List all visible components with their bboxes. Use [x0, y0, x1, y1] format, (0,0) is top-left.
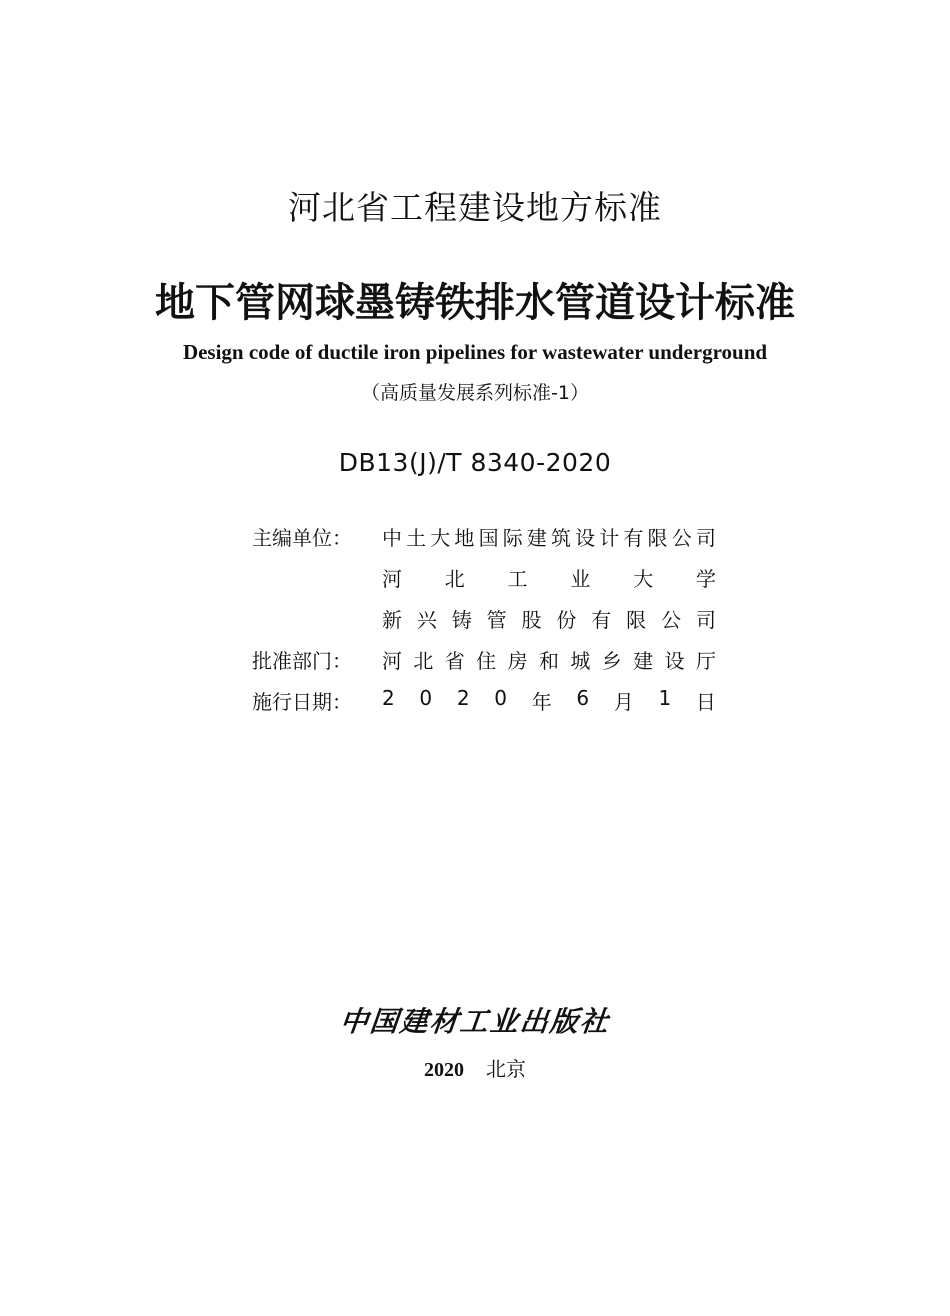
- publication-year: 2020: [424, 1059, 464, 1081]
- info-value-char: 地: [454, 526, 475, 550]
- publication-city: 北京: [486, 1057, 526, 1081]
- info-value-char: 6: [576, 686, 590, 710]
- info-value-char: 河: [382, 567, 402, 591]
- info-value-char: 2: [456, 686, 470, 710]
- info-block: [252, 516, 722, 721]
- info-value-char: 土: [406, 526, 427, 550]
- info-value-char: 中: [382, 526, 402, 550]
- publisher-logo-text: 中国建材工业出版社: [338, 1005, 612, 1038]
- info-value-char: 股: [521, 608, 542, 632]
- document-title-chinese: 地下管网球墨铸铁排水管道设计标准: [155, 279, 795, 326]
- info-value-char: 年: [531, 690, 552, 714]
- info-value-char: 学: [695, 567, 716, 591]
- info-label: 批准部门：: [252, 649, 352, 673]
- info-value-char: 日: [695, 690, 716, 714]
- info-value-char: 业: [570, 567, 591, 591]
- info-value-char: 司: [695, 526, 716, 550]
- info-value-char: 限: [647, 526, 668, 550]
- info-value-char: 计: [599, 526, 620, 550]
- info-value-char: 有: [591, 608, 612, 632]
- info-value-char: 工: [507, 567, 528, 591]
- info-value-char: 建: [633, 649, 654, 673]
- info-label: 施行日期：: [252, 690, 352, 714]
- info-value-char: 房: [507, 649, 528, 673]
- info-value-char: 0: [494, 686, 507, 710]
- document-subtitle: （高质量发展系列标准-1）: [361, 382, 589, 404]
- publication-line: [0, 1053, 950, 1086]
- info-row-effective-date: [252, 680, 722, 721]
- info-value-char: 新: [382, 608, 402, 632]
- info-value-char: 省: [444, 649, 465, 673]
- info-value-char: 0: [419, 686, 433, 710]
- info-row-chief-editor: [252, 516, 722, 557]
- info-value-char: 大: [633, 567, 654, 591]
- standard-series: 河北省工程建设地方标准: [288, 188, 662, 227]
- info-value-char: 1: [658, 686, 672, 710]
- info-value-char: 住: [476, 649, 497, 673]
- info-value-char: 2: [382, 686, 395, 710]
- info-value-char: 北: [444, 567, 465, 591]
- info-row-co-editor-2: [252, 598, 722, 639]
- info-value-char: 筑: [550, 526, 571, 550]
- info-value-char: 建: [526, 526, 547, 550]
- info-value: [382, 522, 716, 551]
- standard-code: DB13(J)/T 8340-2020: [338, 448, 612, 477]
- info-value-char: 设: [664, 649, 685, 673]
- info-value-char: 和: [538, 649, 559, 673]
- info-value: [382, 604, 716, 633]
- info-value-char: 限: [626, 608, 647, 632]
- info-value-char: 公: [671, 526, 692, 550]
- info-row-approval-department: [252, 639, 722, 680]
- info-value-char: 国: [478, 526, 499, 550]
- info-row-co-editor-1: [252, 557, 722, 598]
- info-value-char: 铸: [451, 608, 472, 632]
- info-value-char: 月: [613, 690, 634, 714]
- info-value-char: 司: [695, 608, 716, 632]
- info-value: [382, 563, 716, 592]
- info-value: [382, 645, 716, 674]
- info-value-char: 乡: [601, 649, 622, 673]
- info-value-char: 河: [382, 649, 402, 673]
- info-value-char: 大: [430, 526, 451, 550]
- info-value-char: 北: [413, 649, 434, 673]
- info-value-char: 份: [556, 608, 577, 632]
- info-value-char: 管: [486, 608, 507, 632]
- info-label: 主编单位：: [252, 526, 352, 550]
- info-value-char: 城: [570, 649, 591, 673]
- info-value-char: 厅: [695, 649, 716, 673]
- document-title-english: Design code of ductile iron pipelines for wastewater underground: [182, 340, 768, 364]
- info-value-char: 兴: [416, 608, 437, 632]
- info-value: [382, 686, 716, 715]
- info-value-char: 公: [661, 608, 681, 632]
- info-value-char: 设: [575, 526, 596, 550]
- info-value-char: 有: [623, 526, 644, 550]
- info-value-char: 际: [502, 526, 523, 550]
